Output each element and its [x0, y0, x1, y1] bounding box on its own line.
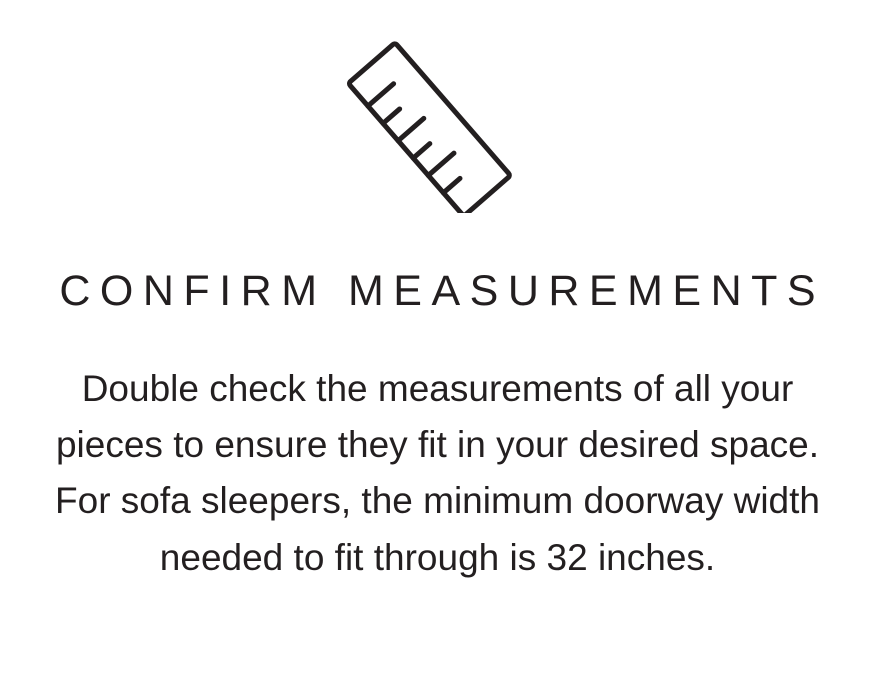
ruler-icon	[308, 18, 568, 218]
description-text: Double check the measurements of all your pieces to ensure they fit in your desired space. For sofa sleepers, the minimum doorway width needed to fit through is 32 inches.	[55, 368, 820, 578]
page-title: CONFIRM MEASUREMENTS	[59, 267, 826, 315]
